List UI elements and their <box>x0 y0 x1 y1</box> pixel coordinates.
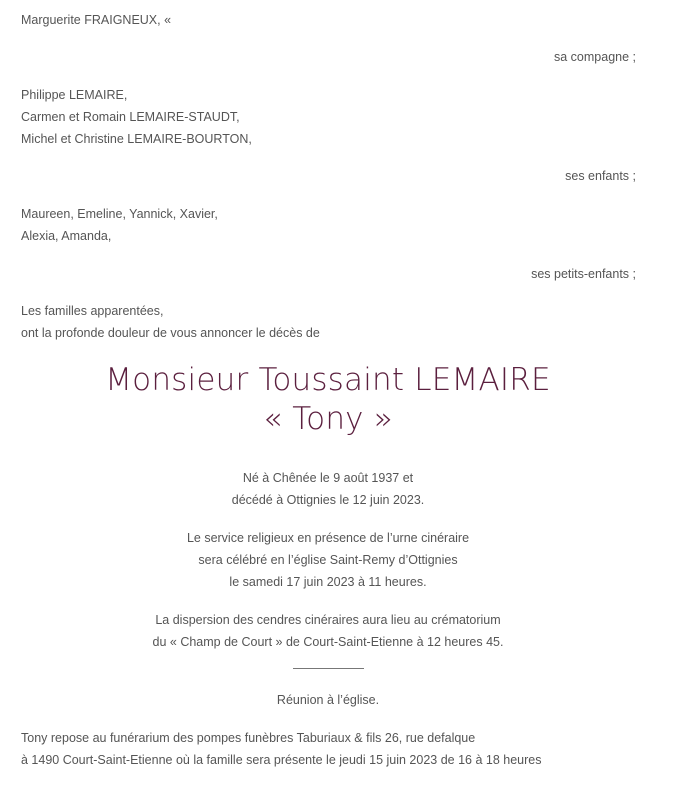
dispersion-info <box>0 609 656 653</box>
children-line-2: Carmen et Romain LEMAIRE-STAUDT, <box>21 110 240 124</box>
death-line: décédé à Ottignies le 12 juin 2023. <box>231 493 425 507</box>
deceased-nickname: « Tony » <box>263 401 393 437</box>
funeral-home-info <box>21 727 541 771</box>
children-line-1: Philippe LEMAIRE, <box>21 88 128 102</box>
intro-line: Marguerite FRAIGNEUX, « <box>21 13 172 27</box>
role-grandchildren-text: ses petits-enfants ; <box>531 267 636 281</box>
service-info <box>0 527 656 593</box>
role-companion <box>554 46 636 68</box>
dispersion-line-1: La dispersion des cendres cinéraires aura lieu au crématorium <box>155 613 501 627</box>
grandchildren-list <box>21 203 218 247</box>
announcement-line-1: Les familles apparentées, <box>21 304 164 318</box>
announcement-line-2: ont la profonde douleur de vous annoncer le décès de <box>21 326 320 340</box>
intro-section <box>21 9 171 31</box>
reunion-info <box>0 689 656 711</box>
role-children-text: ses enfants ; <box>565 169 636 183</box>
role-companion-text: sa compagne ; <box>554 50 636 64</box>
divider <box>293 668 364 669</box>
children-list <box>21 84 252 150</box>
deceased-name: Monsieur Toussaint LEMAIRE <box>105 362 551 398</box>
birth-line: Né à Chênée le 9 août 1937 et <box>242 471 414 485</box>
dispersion-line-2: du « Champ de Court » de Court-Saint-Etienne à 12 heures 45. <box>152 635 504 649</box>
children-line-3: Michel et Christine LEMAIRE-BOURTON, <box>21 132 252 146</box>
funeral-home-line-1: Tony repose au funérarium des pompes funèbres Taburiaux & fils 26, rue defalque <box>21 731 476 745</box>
service-line-3: le samedi 17 juin 2023 à 11 heures. <box>229 575 427 589</box>
grandchildren-line-2: Alexia, Amanda, <box>21 229 112 243</box>
funeral-home-line-2: à 1490 Court-Saint-Etienne où la famille sera présente le jeudi 15 juin 2023 de 16 à 18 heures <box>21 753 542 767</box>
service-line-1: Le service religieux en présence de l’urne cinéraire <box>186 531 470 545</box>
birth-death-info <box>0 467 656 511</box>
announcement <box>21 300 320 344</box>
service-line-2: sera célébré en l’église Saint-Remy d’Ottignies <box>198 553 458 567</box>
role-grandchildren <box>531 263 636 285</box>
reunion-line: Réunion à l’église. <box>276 693 380 707</box>
role-children <box>565 165 636 187</box>
grandchildren-line-1: Maureen, Emeline, Yannick, Xavier, <box>21 207 218 221</box>
